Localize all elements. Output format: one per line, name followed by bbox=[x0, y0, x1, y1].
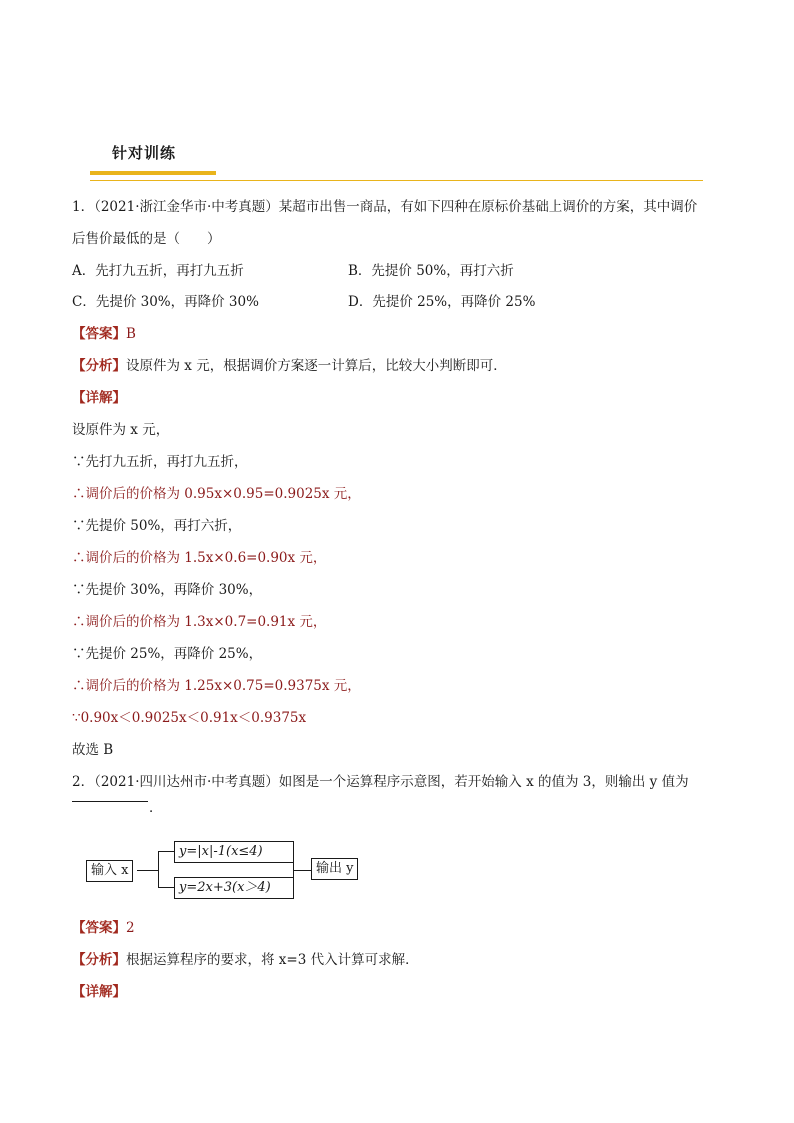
q1-stem-line2: 后售价最低的是（ ） bbox=[72, 231, 221, 247]
q1-option-a: A．先打九五折，再打九五折 bbox=[72, 263, 244, 279]
detail-tag: 【详解】 bbox=[72, 984, 126, 1000]
q1-option-c: C．先提价 30%，再降价 30% bbox=[72, 294, 259, 310]
q2-answer-blank bbox=[72, 801, 148, 802]
q1-detail-row bbox=[72, 389, 126, 407]
title-underline-thick bbox=[90, 171, 216, 175]
diagram-branch-bottom: y=2x+3(x＞4) bbox=[174, 877, 294, 899]
q2-analysis-row bbox=[72, 951, 419, 969]
q2-analysis: 根据运算程序的要求，将 x=3 代入计算可求解． bbox=[126, 952, 419, 968]
title-underline-thin bbox=[90, 180, 703, 181]
diagram-branch-top: y=|x|-1(x≤4) bbox=[174, 841, 294, 863]
connector bbox=[158, 851, 159, 888]
q2-stem-line1: 2．（2021·四川达州市·中考真题）如图是一个运算程序示意图，若开始输入 x 的值为 3，则输出 y 值为 bbox=[72, 774, 689, 790]
q1-analysis-row bbox=[72, 357, 507, 375]
q1-step: ∴调价后的价格为 1.5x×0.6=0.90x 元， bbox=[72, 550, 327, 566]
q1-option-d: D．先提价 25%，再降价 25% bbox=[348, 294, 536, 310]
analysis-tag: 【分析】 bbox=[72, 952, 126, 968]
q1-option-b: B．先提价 50%，再打六折 bbox=[348, 263, 514, 279]
connector bbox=[158, 851, 174, 852]
connector bbox=[293, 851, 294, 852]
q1-step: ∵先提价 30%，再降价 30%， bbox=[72, 582, 263, 598]
answer-tag: 【答案】 bbox=[72, 920, 126, 936]
q2-blank-end: ． bbox=[149, 800, 163, 816]
connector bbox=[137, 870, 159, 871]
q2-answer: 2 bbox=[126, 920, 135, 936]
connector bbox=[158, 887, 174, 888]
detail-tag: 【详解】 bbox=[72, 390, 126, 406]
q1-answer: B bbox=[126, 326, 136, 342]
answer-tag: 【答案】 bbox=[72, 326, 126, 342]
q1-step: ∴调价后的价格为 0.95x×0.95=0.9025x 元， bbox=[72, 486, 361, 502]
q1-step: ∵先提价 50%，再打六折， bbox=[72, 518, 242, 534]
q1-step: 设原件为 x 元， bbox=[72, 422, 170, 438]
connector bbox=[293, 870, 311, 871]
q1-answer-row bbox=[72, 325, 136, 343]
q1-step: ∴调价后的价格为 1.25x×0.75=0.9375x 元， bbox=[72, 678, 361, 694]
q1-stem-line1: 1．（2021·浙江金华市·中考真题）某超市出售一商品，有如下四种在原标价基础上调价的方案，其中调价 bbox=[72, 199, 698, 215]
q2-answer-row bbox=[72, 919, 135, 937]
q1-step: ∵0.90x＜0.9025x＜0.91x＜0.9375x bbox=[72, 710, 307, 726]
q1-analysis: 设原件为 x 元，根据调价方案逐一计算后，比较大小判断即可． bbox=[126, 358, 507, 374]
q1-step: ∵先打九五折，再打九五折， bbox=[72, 454, 248, 470]
diagram-output-box: 输出 y bbox=[311, 858, 358, 880]
q2-detail-row bbox=[72, 983, 126, 1001]
q1-step: 故选 B bbox=[72, 742, 114, 758]
q1-step: ∵先提价 25%，再降价 25%， bbox=[72, 646, 263, 662]
q1-step: ∴调价后的价格为 1.3x×0.7=0.91x 元， bbox=[72, 614, 327, 630]
diagram-input-box: 输入 x bbox=[86, 860, 133, 882]
analysis-tag: 【分析】 bbox=[72, 358, 126, 374]
section-title: 针对训练 bbox=[112, 144, 177, 162]
